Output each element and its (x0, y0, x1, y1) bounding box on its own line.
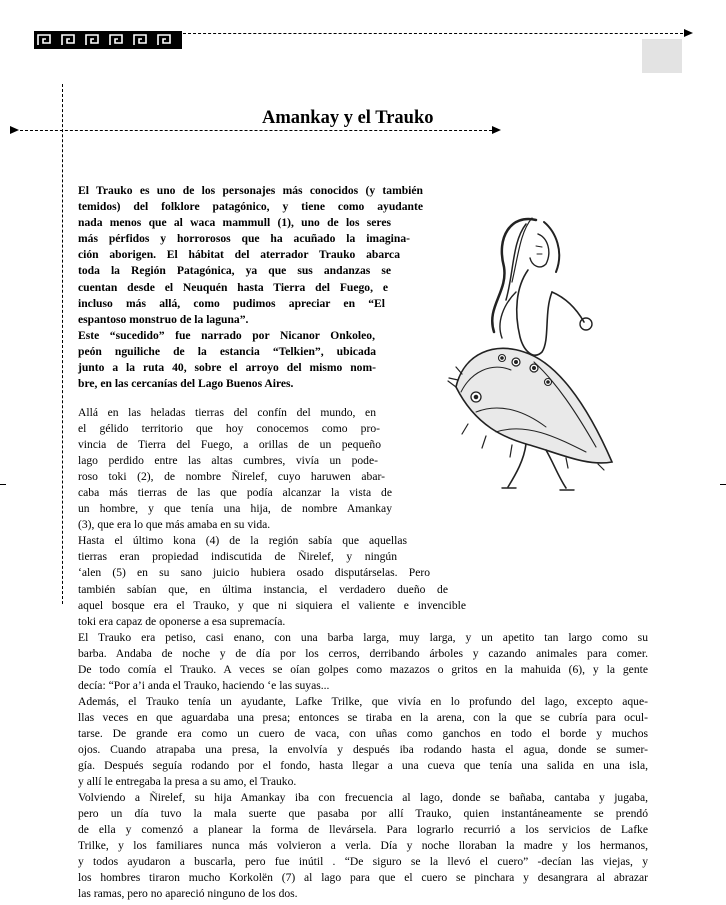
body-line: Volviendo a Ñirelef, su hija Amankay iba con frecuencia al lago, donde se bañaba, cantaba y jugaba, (78, 791, 648, 805)
body-line: de ella y comenzó a planear la forma de llevársela. Para lograrlo recurrió a los servicios de Lafke (78, 823, 648, 837)
intro-line: espantoso monstruo de la laguna”. (78, 312, 249, 326)
body-line: vincia de Tierra del Fuego, a orillas de un pequeño (78, 438, 381, 452)
body-line: los hombres tiraron mucho Korkolën (7) al lago para que el cuero se pinchara y desangrara al abrazar (78, 871, 648, 885)
body-line: Allá en las heladas tierras del confín del mundo, en (78, 406, 376, 419)
intro-line: bre, en las cercanías del Lago Buenos Aires. (78, 377, 294, 391)
body-line: (3), que era lo que más amaba en su vida. (78, 518, 271, 532)
body-line: De todo comía el Trauko. A veces se oían golpes como mazazos o gritos en la mahuida (6), y la gente (78, 662, 648, 676)
body-line: tierras eran propiedad indiscutida de Ñirelef, y ningún (78, 550, 397, 564)
body-line: y allí le entregaba la presa a su amo, el Trauko. (78, 775, 297, 789)
body-line: y todos ayudaron a buscarla, pero fue inútil . “De siguro se la llevó el cuero” -decían las viejas, y (78, 855, 648, 869)
body-line: tarse. De grande era como un cuero de vaca, con uñas como ganchos en todo el borde y muchos (78, 726, 648, 740)
intro-paragraph (78, 183, 423, 392)
body-line: Hasta el último kona (4) de la región sabía que aquellas (78, 534, 407, 548)
body-line: decía: “Por a’i anda el Trauko, haciendo ‘e las suyas... (78, 678, 330, 692)
body-line: también sabían que, en última instancia, el verdadero dueño de (78, 582, 448, 596)
body-line: caba más tierras de las que podía alcanzar la vista de (78, 486, 392, 500)
title-right-arrow-icon (492, 126, 501, 134)
body-line: Trilke, y los familiares nunca más volvieron a verla. Día y noche lloraban la madre y los hermanos, (78, 839, 648, 853)
right-margin-tick (720, 484, 726, 485)
intro-line: temidos) del folklore patagónico, y tiene como ayudante (78, 200, 423, 214)
body-line: roso toki (2), de nombre Ñirelef, cuyo haruwen abar- (78, 470, 385, 484)
body-line: aquel bosque era el Trauko, y que ni siquiera el valiente e invencible (78, 598, 466, 612)
intro-line: nada menos que al waca mammull (1), uno de los seres (78, 216, 391, 230)
body-line: el gélido territorio que hoy conocemos como pro- (78, 422, 380, 436)
body-line: las ramas, pero no apareció ninguno de los dos. (78, 887, 298, 901)
header-dashed-rule (183, 33, 683, 34)
body-line: lago perdido entre las altas cumbres, vivía un pode- (78, 454, 378, 468)
left-margin-tick (0, 484, 6, 485)
vertical-dashed-guide (62, 84, 63, 604)
intro-line: Este “sucedido” fue narrado por Nicanor Onkoleo, (78, 328, 375, 342)
intro-line: El Trauko es uno de los personajes más conocidos (y también (78, 184, 423, 197)
article-title: Amankay y el Trauko (262, 108, 434, 128)
intro-line: ción aborigen. El hábitat del aterrador Trauko abarca (78, 248, 400, 262)
body-line: ojos. Cuando atrapaba una presa, la envolvía y después iba rodando hasta el agua, donde se sumer- (78, 742, 648, 756)
header-arrow-icon (684, 29, 693, 37)
intro-line: peón nguiliche de la estancia “Telkien”, ubicada (78, 344, 376, 358)
title-dashed-rule (20, 130, 492, 131)
body-line: llas veces en que aguardaba una presa; entonces se tiraba en la arena, con la que se cubría para ocul- (78, 710, 648, 724)
body-line: Además, el Trauko tenía un ayudante, Lafke Trilke, que vivía en lo profundo del lago, excepto aque- (78, 694, 648, 708)
body-line: gía. Después seguía rodando por el fondo, hasta llegar a una cueva que tenía una salida en una isla, (78, 759, 648, 773)
intro-line: incluso más allá, como pudimos apreciar en “El (78, 296, 385, 310)
title-left-arrow-icon (10, 126, 19, 134)
body-line: barba. Andaba de noche y de día por los cerros, derribando árboles y cazando animales para comer. (78, 646, 648, 660)
body-line: toki era capaz de oponerse a esa supremacía. (78, 614, 286, 628)
page-corner-box (642, 39, 682, 73)
body-line: El Trauko era petiso, casi enano, con una barba larga, muy larga, y un apetito tan largo como su (78, 630, 648, 644)
intro-line: más pérfidos y horrorosos que ha acuñado la imagina- (78, 232, 410, 246)
intro-line: toda la Región Patagónica, ya que sus andanzas se (78, 264, 391, 278)
greek-key-pattern-icon (34, 31, 182, 49)
body-line: ‘alen (5) en su sano juicio hubiera osado disputárselas. Pero (78, 566, 430, 580)
body-text (78, 405, 650, 902)
intro-line: cuentan desde el Neuquén hasta Tierra del Fuego, e (78, 280, 388, 294)
intro-line: junto a la ruta 40, sobre el arroyo del mismo nom- (78, 361, 376, 375)
body-line: pero un día tuvo la mala suerte que pasaba por allí Trauko, quien instantáneamente se prendó (78, 807, 648, 821)
body-line: un hombre, y que tenía una hija, de nombre Amankay (78, 502, 392, 516)
